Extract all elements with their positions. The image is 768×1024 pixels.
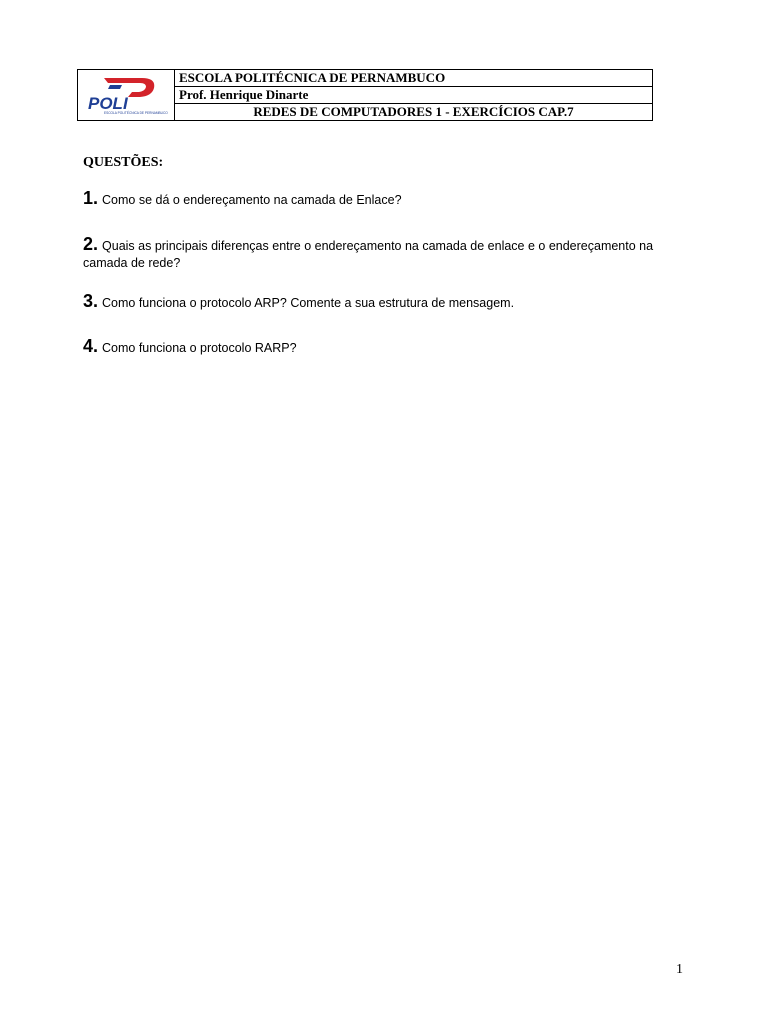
logo-cell: [78, 70, 175, 120]
question-1: [83, 190, 693, 209]
institution-name: ESCOLA POLITÉCNICA DE PERNAMBUCO: [175, 70, 652, 87]
question-text: Como funciona o protocolo RARP?: [102, 341, 297, 355]
question-text: Como se dá o endereçamento na camada de Enlace?: [102, 193, 402, 207]
question-text: Como funciona o protocolo ARP? Comente a sua estrutura de mensagem.: [102, 296, 515, 310]
question-number: 2.: [83, 234, 99, 254]
logo-subtext: ESCOLA POLITÉCNICA DE PERNAMBUCO: [104, 111, 168, 115]
question-text: Quais as principais diferenças entre o endereçamento na camada de enlace e o endereçamento na camada de rede?: [83, 239, 654, 270]
professor-name: Prof. Henrique Dinarte: [175, 87, 652, 104]
page-number: 1: [676, 962, 683, 977]
logo-text: POLI: [88, 94, 128, 113]
section-title: QUESTÕES:: [83, 155, 164, 170]
header-table: [77, 69, 653, 121]
question-4: [83, 338, 693, 357]
poli-logo: [82, 70, 170, 120]
question-number: 4.: [83, 336, 99, 356]
question-number: 3.: [83, 291, 99, 311]
course-title: REDES DE COMPUTADORES 1 - EXERCÍCIOS CAP.7: [253, 104, 574, 119]
question-number: 1.: [83, 188, 99, 208]
question-2: [83, 236, 693, 272]
question-3: [83, 293, 693, 312]
info-cell: [175, 70, 652, 120]
